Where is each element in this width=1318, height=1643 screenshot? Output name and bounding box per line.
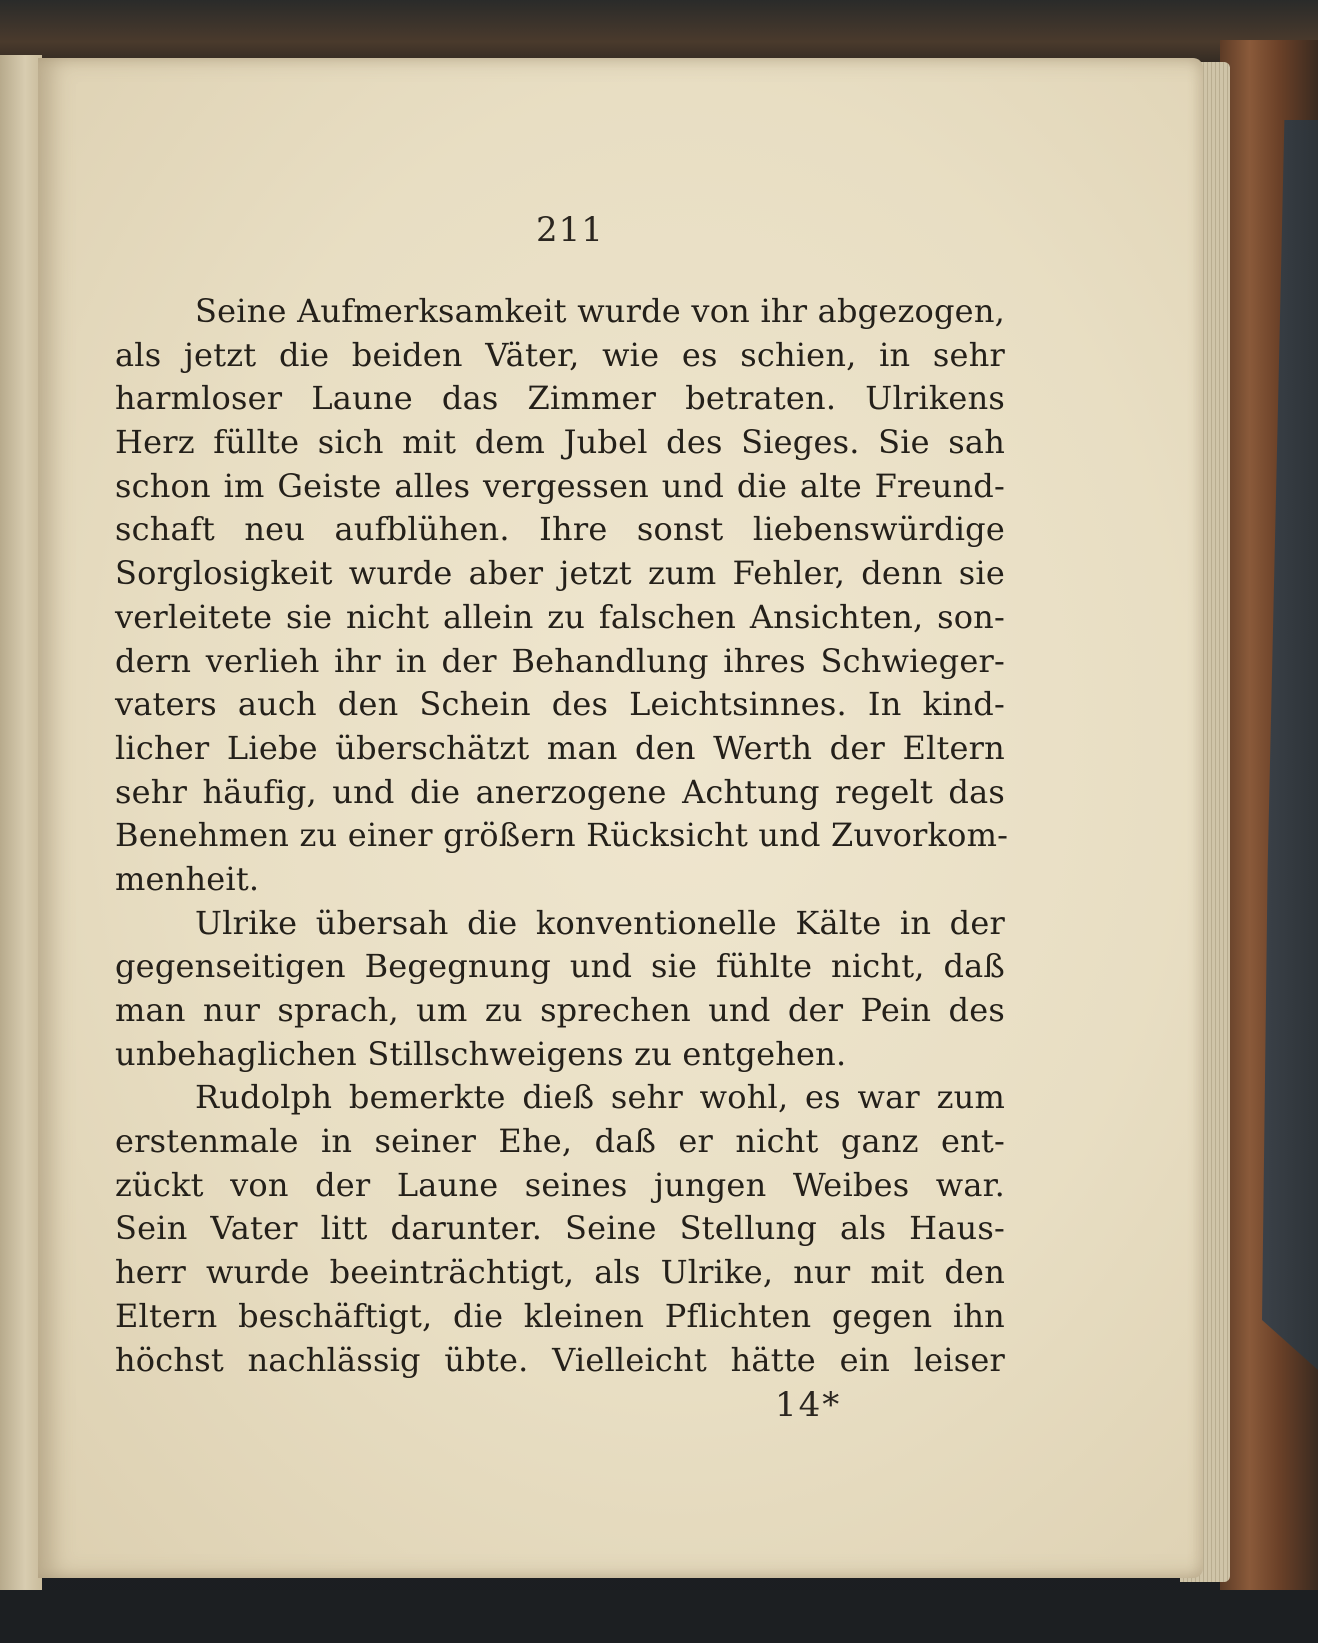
page-text [115,290,1009,1382]
text-line: Herz füllte sich mit dem Jubel des Sieges. Sie sah [115,423,1005,462]
text-line: unbehaglichen Stillschweigens zu entgehen. [115,1034,847,1073]
text-line: vaters auch den Schein des Leichtsinnes. In kind- [115,685,1005,724]
scan-bottom-band [0,1590,1318,1643]
text-line: höchst nachlässig übte. Vielleicht hätte ein leiser [115,1340,1005,1379]
text-line: herr wurde beeinträchtigt, als Ulrike, nur mit den [115,1253,1005,1292]
text-line: Ulrike übersah die konventionelle Kälte in der [195,903,1005,942]
text-line: sehr häufig, und die anerzogene Achtung regelt das [115,772,1005,811]
text-line: Seine Aufmerksamkeit wurde von ihr abgezogen, [195,292,1005,330]
text-line: schaft neu aufblühen. Ihre sonst liebenswürdige [115,510,1005,549]
page-number: 211 [536,210,604,250]
text-line: man nur sprach, um zu sprechen und der Pein des [115,991,1005,1029]
text-line: Benehmen zu einer größern Rücksicht und Zuvorkom- [115,816,1009,855]
text-line: Sorglosigkeit wurde aber jetzt zum Fehler, denn sie [115,554,1005,593]
text-line: menheit. [115,859,260,898]
signature-mark: 14* [775,1385,842,1425]
text-line: erstenmale in seiner Ehe, daß er nicht ganz ent- [115,1122,1005,1161]
text-line: verleitete sie nicht allein zu falschen Ansichten, son- [115,597,1005,636]
text-line: Eltern beschäftigt, die kleinen Pflichten gegen ihn [115,1296,1005,1335]
text-line: als jetzt die beiden Väter, wie es schien, in sehr [115,335,1005,374]
facing-page-edge [0,55,42,1600]
text-line: gegenseitigen Begegnung und sie fühlte nicht, daß [115,947,1005,986]
text-line: dern verlieh ihr in der Behandlung ihres Schwieger- [115,641,1005,680]
text-line: Rudolph bemerkte dieß sehr wohl, es war zum [195,1078,1005,1117]
text-line: zückt von der Laune seines jungen Weibes war. [115,1165,1005,1204]
text-line: licher Liebe überschätzt man den Werth der Eltern [115,728,1005,767]
text-line: Sein Vater litt darunter. Seine Stellung als Haus- [115,1209,1005,1248]
text-line: harmloser Laune das Zimmer betraten. Ulrikens [115,379,1005,418]
text-line: schon im Geiste alles vergessen und die alte Freund- [115,466,1005,505]
